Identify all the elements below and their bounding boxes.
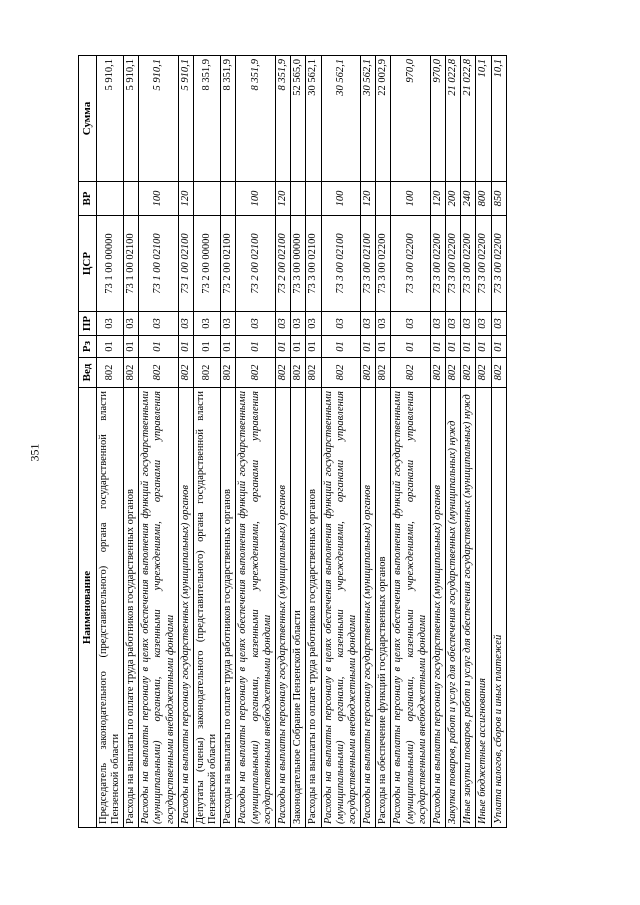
cell-sum: 8 351,9 xyxy=(193,56,220,182)
cell-rz: 01 xyxy=(124,336,139,358)
cell-csr: 73 2 00 00000 xyxy=(193,216,220,312)
cell-vr xyxy=(124,182,139,216)
cell-vr xyxy=(96,182,123,216)
cell-ved: 802 xyxy=(361,358,376,388)
table-row xyxy=(291,56,306,828)
cell-csr: 73 3 00 02100 xyxy=(361,216,376,312)
cell-sum: 30 562,1 xyxy=(306,56,321,182)
cell-name: Расходы на выплаты персоналу государственных (муниципальных) органов xyxy=(430,388,445,828)
cell-csr: 73 3 00 02100 xyxy=(321,216,361,312)
cell-rz: 01 xyxy=(376,336,391,358)
cell-csr: 73 3 00 02200 xyxy=(491,216,506,312)
cell-csr: 73 2 00 02100 xyxy=(236,216,276,312)
cell-sum: 30 562,1 xyxy=(321,56,361,182)
cell-sum: 21 022,8 xyxy=(461,56,476,182)
cell-rz: 01 xyxy=(361,336,376,358)
table-row xyxy=(491,56,506,828)
cell-name: Расходы на выплаты по оплате труда работников государственных органов xyxy=(306,388,321,828)
cell-name: Депутаты (члены) законодательного (представительного) органа государственной власти Пензенской области xyxy=(193,388,220,828)
cell-csr: 73 3 00 02200 xyxy=(391,216,431,312)
cell-csr: 73 1 00 02100 xyxy=(178,216,193,312)
cell-csr: 73 2 00 02100 xyxy=(275,216,290,312)
cell-csr: 73 3 00 02100 xyxy=(306,216,321,312)
page-number: 351 xyxy=(27,443,42,462)
cell-vr: 120 xyxy=(430,182,445,216)
cell-name: Расходы на выплаты персоналу в целях обеспечения выполнения функций государственными (муниципальными) органами, казенными учреждениями, органами управления государственными внебюджетными фондами xyxy=(321,388,361,828)
table-row xyxy=(193,56,220,828)
cell-vr: 100 xyxy=(139,182,179,216)
cell-vr: 100 xyxy=(391,182,431,216)
cell-pr: 03 xyxy=(178,312,193,336)
cell-name: Расходы на выплаты по оплате труда работников государственных органов xyxy=(124,388,139,828)
cell-sum: 22 002,9 xyxy=(376,56,391,182)
cell-vr: 800 xyxy=(476,182,491,216)
cell-pr: 03 xyxy=(275,312,290,336)
cell-name: Расходы на выплаты персоналу в целях обеспечения выполнения функций государственными (муниципальными) органами, казенными учреждениями, органами управления государственными внебюджетными фондами xyxy=(236,388,276,828)
cell-pr: 03 xyxy=(361,312,376,336)
cell-rz: 01 xyxy=(321,336,361,358)
cell-pr: 03 xyxy=(306,312,321,336)
cell-ved: 802 xyxy=(178,358,193,388)
cell-sum: 10,1 xyxy=(476,56,491,182)
cell-name: Расходы на выплаты по оплате труда работников государственных органов xyxy=(221,388,236,828)
cell-ved: 802 xyxy=(124,358,139,388)
cell-sum: 5 910,1 xyxy=(96,56,123,182)
cell-vr: 120 xyxy=(361,182,376,216)
table-row xyxy=(124,56,139,828)
cell-sum: 5 910,1 xyxy=(178,56,193,182)
cell-ved: 802 xyxy=(446,358,461,388)
cell-name: Председатель законодательного (представительного) органа государственной власти Пензенской области xyxy=(96,388,123,828)
cell-name: Расходы на выплаты персоналу в целях обеспечения выполнения функций государственными (муниципальными) органами, казенными учреждениями, органами управления государственными внебюджетными фондами xyxy=(391,388,431,828)
cell-rz: 01 xyxy=(391,336,431,358)
table-row xyxy=(96,56,123,828)
column-header-rz: Рз xyxy=(79,336,97,358)
cell-ved: 802 xyxy=(391,358,431,388)
cell-ved: 802 xyxy=(139,358,179,388)
cell-name: Законодательное Собрание Пензенской области xyxy=(291,388,306,828)
cell-ved: 802 xyxy=(221,358,236,388)
cell-sum: 8 351,9 xyxy=(275,56,290,182)
cell-ved: 802 xyxy=(291,358,306,388)
cell-csr: 73 2 00 02100 xyxy=(221,216,236,312)
cell-sum: 5 910,1 xyxy=(124,56,139,182)
cell-name: Расходы на обеспечение функций государственных органов xyxy=(376,388,391,828)
cell-name: Расходы на выплаты персоналу государственных (муниципальных) органов xyxy=(178,388,193,828)
cell-name: Расходы на выплаты персоналу в целях обеспечения выполнения функций государственными (муниципальными) органами, казенными учреждениями, органами управления государственными внебюджетными фондами xyxy=(139,388,179,828)
cell-rz: 01 xyxy=(236,336,276,358)
cell-pr: 03 xyxy=(491,312,506,336)
cell-ved: 802 xyxy=(430,358,445,388)
cell-pr: 03 xyxy=(391,312,431,336)
cell-ved: 802 xyxy=(236,358,276,388)
cell-csr: 73 3 00 02200 xyxy=(430,216,445,312)
cell-pr: 03 xyxy=(221,312,236,336)
column-header-pr: ПР xyxy=(79,312,97,336)
cell-rz: 01 xyxy=(178,336,193,358)
cell-vr: 100 xyxy=(236,182,276,216)
cell-rz: 01 xyxy=(306,336,321,358)
cell-rz: 01 xyxy=(476,336,491,358)
table-row xyxy=(361,56,376,828)
cell-name: Закупка товаров, работ и услуг для обеспечения государственных (муниципальных) нужд xyxy=(446,388,461,828)
cell-csr: 73 1 00 02100 xyxy=(139,216,179,312)
cell-csr: 73 3 00 02200 xyxy=(376,216,391,312)
cell-ved: 802 xyxy=(491,358,506,388)
cell-csr: 73 1 00 02100 xyxy=(124,216,139,312)
cell-ved: 802 xyxy=(461,358,476,388)
table-row xyxy=(236,56,276,828)
cell-pr: 03 xyxy=(446,312,461,336)
table-row xyxy=(391,56,431,828)
cell-pr: 03 xyxy=(476,312,491,336)
cell-rz: 01 xyxy=(221,336,236,358)
cell-pr: 03 xyxy=(376,312,391,336)
cell-ved: 802 xyxy=(306,358,321,388)
cell-name: Расходы на выплаты персоналу государственных (муниципальных) органов xyxy=(275,388,290,828)
cell-pr: 03 xyxy=(96,312,123,336)
cell-csr: 73 3 00 00000 xyxy=(291,216,306,312)
cell-pr: 03 xyxy=(291,312,306,336)
table-row xyxy=(221,56,236,828)
cell-sum: 10,1 xyxy=(491,56,506,182)
cell-pr: 03 xyxy=(430,312,445,336)
cell-csr: 73 3 00 02200 xyxy=(461,216,476,312)
cell-rz: 01 xyxy=(430,336,445,358)
table-row xyxy=(306,56,321,828)
table-row xyxy=(178,56,193,828)
cell-rz: 01 xyxy=(193,336,220,358)
cell-sum: 52 565,0 xyxy=(291,56,306,182)
cell-pr: 03 xyxy=(321,312,361,336)
cell-ved: 802 xyxy=(376,358,391,388)
cell-vr: 100 xyxy=(321,182,361,216)
cell-name: Иные бюджетные ассигнования xyxy=(476,388,491,828)
cell-csr: 73 3 00 02200 xyxy=(446,216,461,312)
table-row xyxy=(321,56,361,828)
cell-name: Уплата налогов, сборов и иных платежей xyxy=(491,388,506,828)
cell-rz: 01 xyxy=(491,336,506,358)
cell-vr: 240 xyxy=(461,182,476,216)
column-header-name: Наименование xyxy=(79,388,97,828)
table-row xyxy=(430,56,445,828)
cell-vr: 200 xyxy=(446,182,461,216)
rotated-table-container xyxy=(78,56,563,828)
table-row xyxy=(275,56,290,828)
cell-pr: 03 xyxy=(193,312,220,336)
column-header-sum: Сумма xyxy=(79,56,97,182)
table-header-row xyxy=(79,56,97,828)
cell-rz: 01 xyxy=(96,336,123,358)
cell-sum: 5 910,1 xyxy=(139,56,179,182)
table-row xyxy=(446,56,461,828)
cell-sum: 8 351,9 xyxy=(236,56,276,182)
table-row xyxy=(376,56,391,828)
cell-pr: 03 xyxy=(139,312,179,336)
cell-ved: 802 xyxy=(321,358,361,388)
cell-rz: 01 xyxy=(139,336,179,358)
cell-vr: 120 xyxy=(275,182,290,216)
cell-pr: 03 xyxy=(461,312,476,336)
cell-rz: 01 xyxy=(275,336,290,358)
cell-name: Иные закупки товаров, работ и услуг для обеспечения государственных (муниципальных) нужд xyxy=(461,388,476,828)
cell-vr xyxy=(376,182,391,216)
cell-vr xyxy=(193,182,220,216)
cell-csr: 73 3 00 02200 xyxy=(476,216,491,312)
cell-sum: 21 022,8 xyxy=(446,56,461,182)
cell-ved: 802 xyxy=(476,358,491,388)
cell-ved: 802 xyxy=(96,358,123,388)
cell-name: Расходы на выплаты персоналу государственных (муниципальных) органов xyxy=(361,388,376,828)
cell-vr: 120 xyxy=(178,182,193,216)
cell-sum: 8 351,9 xyxy=(221,56,236,182)
cell-pr: 03 xyxy=(236,312,276,336)
column-header-csr: ЦСР xyxy=(79,216,97,312)
cell-vr xyxy=(306,182,321,216)
cell-ved: 802 xyxy=(193,358,220,388)
budget-table xyxy=(78,55,507,828)
cell-rz: 01 xyxy=(291,336,306,358)
cell-vr xyxy=(221,182,236,216)
cell-sum: 30 562,1 xyxy=(361,56,376,182)
cell-vr: 850 xyxy=(491,182,506,216)
cell-pr: 03 xyxy=(124,312,139,336)
table-row xyxy=(461,56,476,828)
cell-csr: 73 1 00 00000 xyxy=(96,216,123,312)
table-row xyxy=(139,56,179,828)
column-header-ved: Вед xyxy=(79,358,97,388)
cell-rz: 01 xyxy=(461,336,476,358)
cell-ved: 802 xyxy=(275,358,290,388)
cell-vr xyxy=(291,182,306,216)
cell-rz: 01 xyxy=(446,336,461,358)
table-row xyxy=(476,56,491,828)
column-header-vr: ВР xyxy=(79,182,97,216)
cell-sum: 970,0 xyxy=(391,56,431,182)
cell-sum: 970,0 xyxy=(430,56,445,182)
